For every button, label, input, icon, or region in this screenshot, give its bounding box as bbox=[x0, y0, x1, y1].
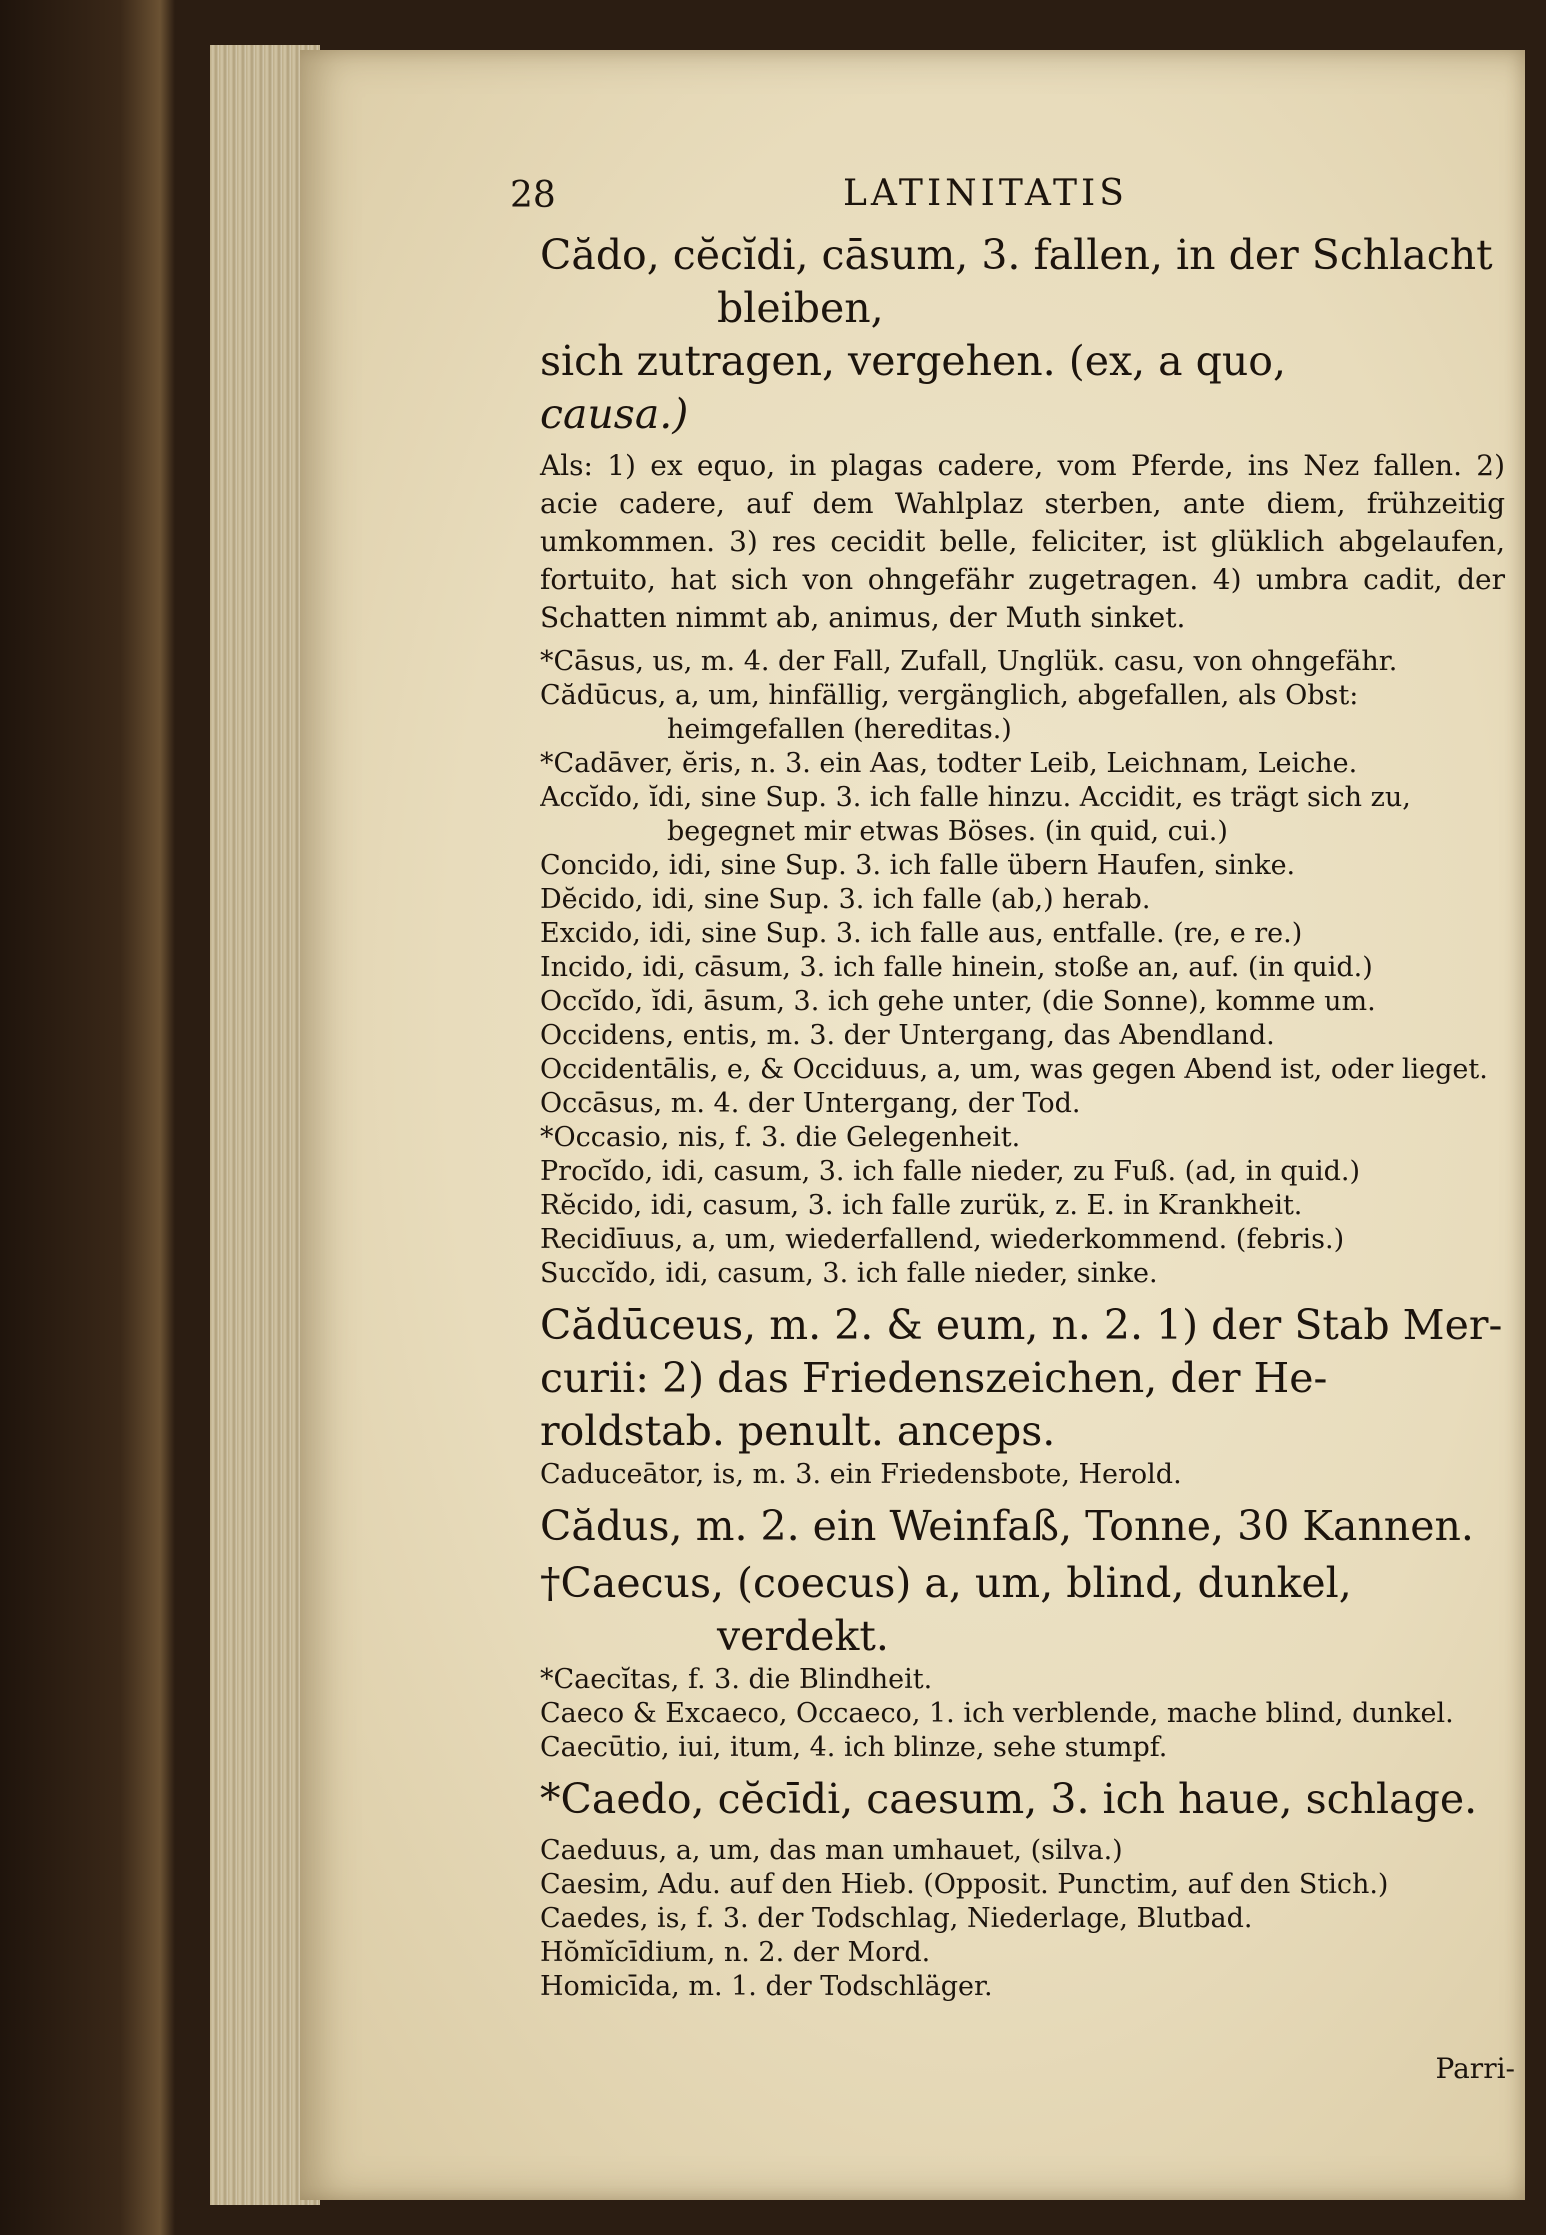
entry-cado-headword bbox=[540, 229, 1505, 441]
derivative-line: *Occasio, nis, f. 3. die Gelegenheit. bbox=[540, 1122, 1021, 1153]
headword-line: sich zutragen, vergehen. (ex, a quo, bbox=[540, 337, 1287, 385]
derivative-line: Occāsus, m. 4. der Untergang, der Tod. bbox=[540, 1088, 1081, 1119]
derivative-line: *Cāsus, us, m. 4. der Fall, Zufall, Unglük. casu, von ohngefähr. bbox=[540, 646, 1398, 677]
derivative-line: Occidens, entis, m. 3. der Untergang, das Abendland. bbox=[540, 1020, 1275, 1051]
catchword: Parri- bbox=[1435, 2052, 1515, 2085]
derivative-line: Caduceātor, is, m. 3. ein Friedensbote, Herold. bbox=[540, 1459, 1182, 1490]
headword-line: causa.) bbox=[540, 390, 689, 438]
derivative-line: Caeduus, a, um, das man umhauet, (silva.) bbox=[540, 1835, 1123, 1866]
headword-line: roldstab. penult. anceps. bbox=[540, 1407, 1056, 1455]
derivative-line: Occidentālis, e, & Occiduus, a, um, was gegen Abend ist, oder lieget. bbox=[540, 1054, 1488, 1085]
derivative-line: Hŏmĭcīdium, n. 2. der Mord. bbox=[540, 1937, 931, 1968]
entry-cado-derivatives bbox=[540, 645, 1505, 1291]
running-head: LATINITATIS bbox=[843, 173, 1128, 214]
derivative-line: Occĭdo, ĭdi, āsum, 3. ich gehe unter, (die Sonne), komme um. bbox=[540, 986, 1376, 1017]
derivative-line: Rĕcido, idi, casum, 3. ich falle zurük, z. E. in Krankheit. bbox=[540, 1190, 1303, 1221]
derivative-line: Succĭdo, idi, casum, 3. ich falle nieder, sinke. bbox=[540, 1258, 1158, 1289]
page-number: 28 bbox=[510, 175, 556, 216]
entry-cado-usage-note: Als: 1) ex equo, in plagas cadere, vom Pferde, ins Nez fallen. 2) acie cadere, auf dem Wahlplaz sterben, ante diem, frühzeitig umkommen. 3) res cecidit belle, feliciter, ist glüklich abgelaufen, fortuito, hat sich von ohngefähr zugetragen. 4) umbra cadit, der Schatten nimmt ab, animus, der Muth sinket. bbox=[540, 449, 1505, 634]
derivative-line: *Cadāver, ĕris, n. 3. ein Aas, todter Leib, Leichnam, Leiche. bbox=[540, 748, 1358, 779]
entry-caedo-derivatives bbox=[540, 1834, 1505, 2004]
headword-line: Cădo, cĕcĭdi, cāsum, 3. fallen, in der Schlacht bleiben, bbox=[540, 231, 1493, 332]
derivative-line: Caeco & Excaeco, Occaeco, 1. ich verblende, mache blind, dunkel. bbox=[540, 1698, 1454, 1729]
entry-cadus-headword bbox=[540, 1500, 1505, 1553]
entry-caecus-headword bbox=[540, 1557, 1505, 1663]
derivative-line: Accĭdo, ĭdi, sine Sup. 3. ich falle hinzu. Accidit, es trägt sich zu, bbox=[540, 782, 1411, 813]
derivative-line: *Caecĭtas, f. 3. die Blindheit. bbox=[540, 1664, 933, 1695]
derivative-line: Excido, idi, sine Sup. 3. ich falle aus, entfalle. (re, e re.) bbox=[540, 918, 1303, 949]
page-content bbox=[510, 165, 1515, 2085]
derivative-line: Homicīda, m. 1. der Todschläger. bbox=[540, 1971, 993, 2002]
entry-caecus-derivatives bbox=[540, 1663, 1505, 1765]
derivative-line: Procĭdo, idi, casum, 3. ich falle nieder, zu Fuß. (ad, in quid.) bbox=[540, 1156, 1361, 1187]
entry-caedo-headword bbox=[540, 1773, 1505, 1826]
headword-line: †Caecus, (coecus) a, um, blind, dunkel, verdekt. bbox=[540, 1559, 1352, 1660]
derivative-line: Caesim, Adu. auf den Hieb. (Opposit. Punctim, auf den Stich.) bbox=[540, 1869, 1389, 1900]
entry-caduceus-headword bbox=[540, 1299, 1505, 1458]
entry-caduceus-derivatives bbox=[540, 1458, 1505, 1492]
derivative-line: Caedes, is, f. 3. der Todschlag, Niederlage, Blutbad. bbox=[540, 1903, 1253, 1934]
derivative-line: Recidīuus, a, um, wiederfallend, wiederkommend. (febris.) bbox=[540, 1224, 1345, 1255]
headword-line: Cădūceus, m. 2. & eum, n. 2. 1) der Stab Mer- bbox=[540, 1301, 1503, 1349]
headword-line: Cădus, m. 2. ein Weinfaß, Tonne, 30 Kannen. bbox=[540, 1502, 1474, 1550]
headword-line: curii: 2) das Friedenszeichen, der He- bbox=[540, 1354, 1328, 1402]
derivative-line: Dĕcido, idi, sine Sup. 3. ich falle (ab,) herab. bbox=[540, 884, 1151, 915]
derivative-line: Concido, idi, sine Sup. 3. ich falle übern Haufen, sinke. bbox=[540, 850, 1296, 881]
derivative-line: heimgefallen (hereditas.) bbox=[667, 714, 1012, 745]
headword-line: *Caedo, cĕcīdi, caesum, 3. ich haue, schlage. bbox=[540, 1775, 1478, 1823]
derivative-line: Incido, idi, cāsum, 3. ich falle hinein, stoße an, auf. (in quid.) bbox=[540, 952, 1373, 983]
derivative-line: begegnet mir etwas Böses. (in quid, cui.) bbox=[667, 816, 1228, 847]
derivative-line: Caecūtio, iui, itum, 4. ich blinze, sehe stumpf. bbox=[540, 1732, 1168, 1763]
derivative-line: Cădūcus, a, um, hinfällig, vergänglich, abgefallen, als Obst: bbox=[540, 680, 1359, 711]
page-header bbox=[510, 165, 1505, 225]
